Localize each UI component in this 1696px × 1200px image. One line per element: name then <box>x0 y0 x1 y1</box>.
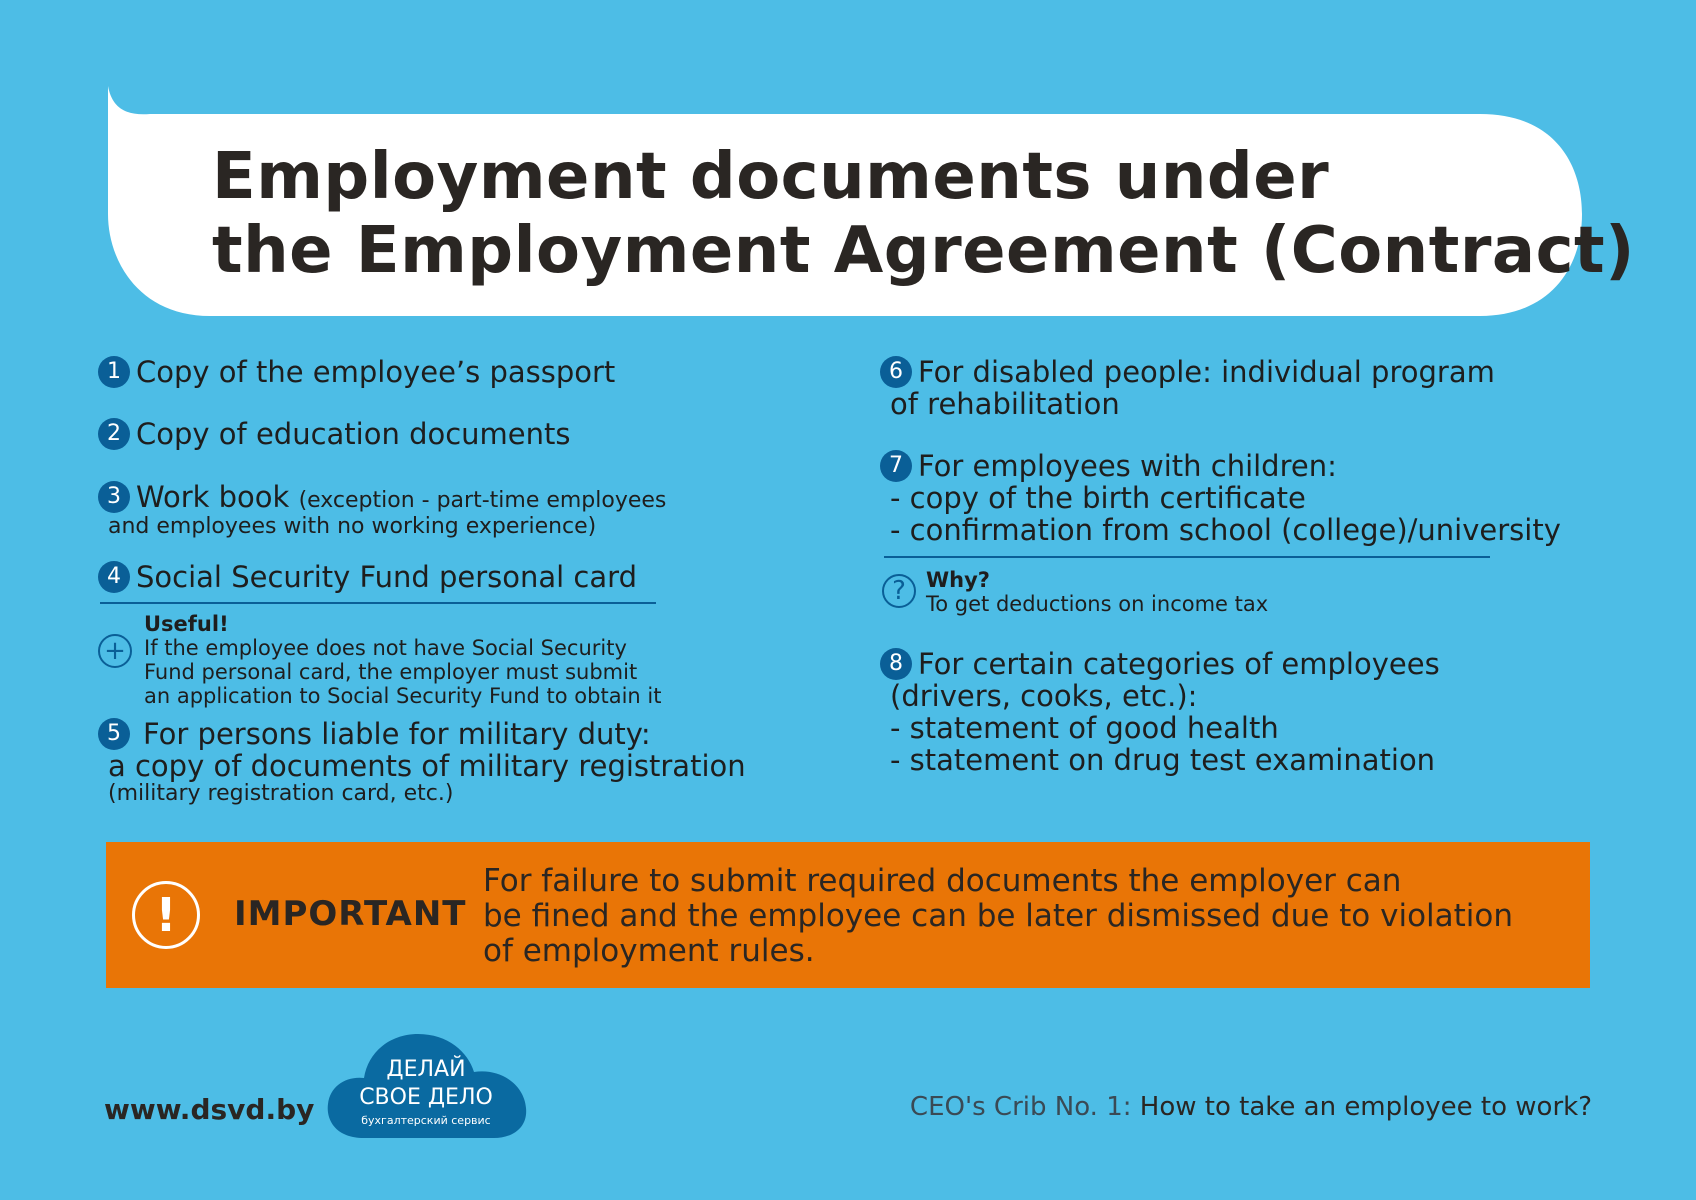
useful-note <box>144 612 661 708</box>
item-6-text-line-2: of rehabilitation <box>890 387 1120 421</box>
crib-caption <box>910 1092 1592 1122</box>
divider <box>884 556 1490 558</box>
list-item-4 <box>98 561 637 593</box>
important-text <box>483 864 1513 969</box>
divider <box>100 602 656 604</box>
important-banner <box>106 842 1590 988</box>
item-3-text: Work book <box>136 480 290 514</box>
list-item-8 <box>880 648 1440 776</box>
item-8-text-line-3: - statement of good health <box>890 711 1279 745</box>
page-title <box>212 140 1635 288</box>
item-2-text: Copy of education documents <box>136 417 571 451</box>
item-1-text: Copy of the employee’s passport <box>136 355 616 389</box>
why-heading: Why? <box>926 568 990 592</box>
title-line-1: Employment documents under <box>212 140 1330 214</box>
number-badge-7: 7 <box>880 450 912 482</box>
number-badge-3: 3 <box>98 481 130 513</box>
why-text: To get deductions on income tax <box>926 592 1269 616</box>
item-8-text-line-4: - statement on drug test examination <box>890 743 1436 777</box>
item-7-text: For employees with children: <box>918 449 1337 483</box>
important-line-3: of employment rules. <box>483 933 815 969</box>
list-item-7 <box>880 450 1561 546</box>
useful-line-3: an application to Social Security Fund to obtain it <box>144 684 662 708</box>
number-badge-6: 6 <box>880 356 912 388</box>
why-note <box>926 568 1268 616</box>
important-line-1: For failure to submit required documents the employer can <box>483 863 1402 899</box>
logo-line-3: бухгалтерский сервис <box>361 1114 491 1127</box>
logo <box>324 1020 530 1142</box>
number-badge-8: 8 <box>880 648 912 680</box>
website-link[interactable]: www.dsvd.by <box>104 1093 315 1126</box>
number-badge-2: 2 <box>98 418 130 450</box>
item-8-text-line-2: (drivers, cooks, etc.): <box>890 679 1198 713</box>
useful-line-1: If the employee does not have Social Security <box>144 636 627 660</box>
item-4-text: Social Security Fund personal card <box>136 560 637 594</box>
item-5-text-line-2: a copy of documents of military registration <box>108 749 746 783</box>
number-badge-5: 5 <box>98 718 130 750</box>
list-item-2 <box>98 418 571 450</box>
item-3-note: (exception - part-time employees <box>298 488 667 513</box>
title-line-2: the Employment Agreement (Contract) <box>212 214 1635 288</box>
item-7-text-line-2: - copy of the birth certificate <box>890 481 1306 515</box>
number-badge-1: 1 <box>98 356 130 388</box>
important-line-2: be fined and the employee can be later dismissed due to violation <box>483 898 1514 934</box>
list-item-3 <box>98 481 666 540</box>
useful-heading: Useful! <box>144 612 229 636</box>
crib-prefix: CEO's Crib No. 1: <box>909 1092 1132 1122</box>
list-item-1 <box>98 356 615 388</box>
item-5-text: For persons liable for military duty: <box>143 717 651 751</box>
useful-line-2: Fund personal card, the employer must submit <box>144 660 638 684</box>
item-6-text: For disabled people: individual program <box>918 355 1495 389</box>
item-3-note-line-2: and employees with no working experience) <box>108 514 597 539</box>
list-item-5 <box>98 718 746 806</box>
item-8-text: For certain categories of employees <box>918 647 1440 681</box>
exclamation-circle-icon: ! <box>132 881 200 949</box>
list-item-6 <box>880 356 1495 420</box>
logo-line-2: СВОЕ ДЕЛО <box>359 1085 493 1110</box>
question-circle-icon: ? <box>882 574 916 608</box>
number-badge-4: 4 <box>98 561 130 593</box>
logo-line-1: ДЕЛАЙ <box>386 1057 466 1082</box>
plus-circle-icon: + <box>98 634 132 668</box>
important-label: IMPORTANT <box>234 894 467 934</box>
crib-title: How to take an employee to work? <box>1139 1092 1592 1122</box>
item-7-text-line-3: - confirmation from school (college)/university <box>890 513 1561 547</box>
item-5-note: (military registration card, etc.) <box>108 781 454 806</box>
